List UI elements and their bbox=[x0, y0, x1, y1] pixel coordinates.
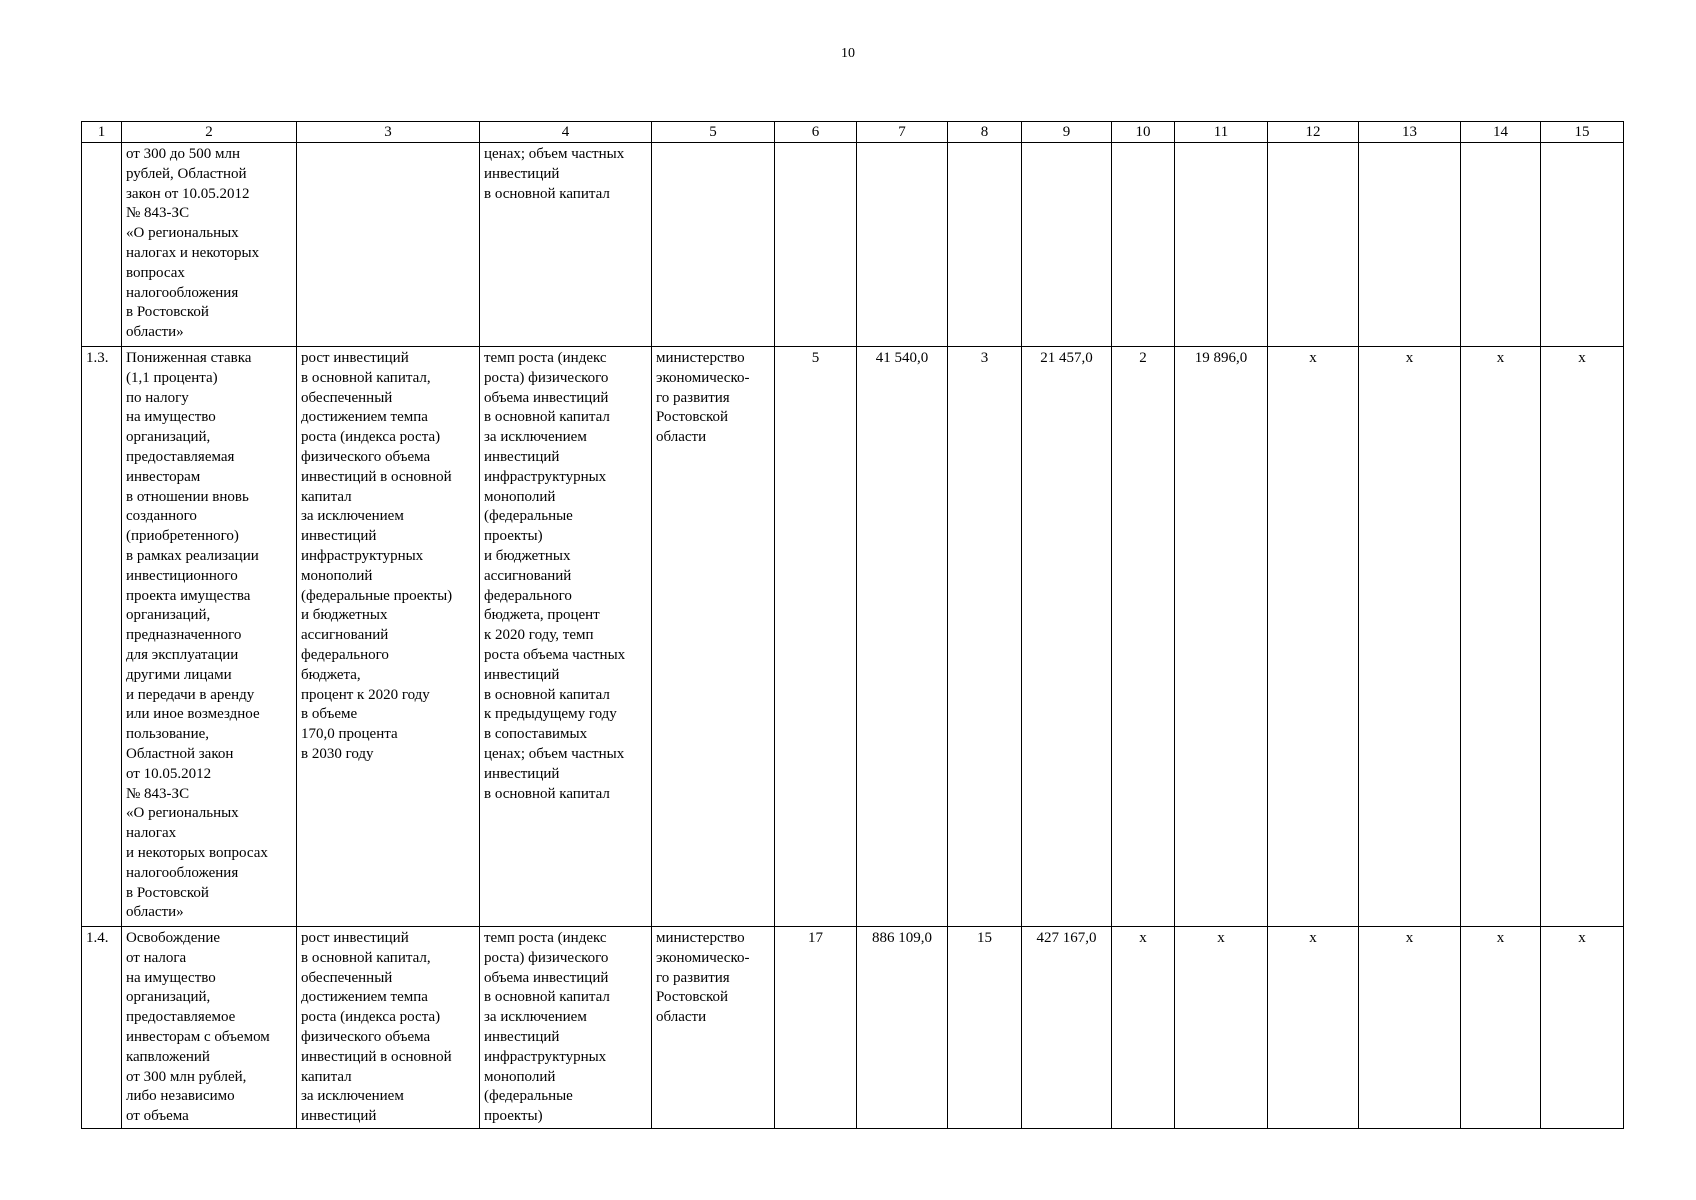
value-cell: 2 bbox=[1112, 347, 1175, 927]
curator-cell: министерство экономическо- го развития Ростовской области bbox=[652, 347, 775, 927]
value-cell bbox=[1112, 143, 1175, 347]
value-cell: x bbox=[1112, 927, 1175, 1129]
value-cell: x bbox=[1541, 927, 1624, 1129]
value-cell: x bbox=[1359, 347, 1461, 927]
value-cell bbox=[948, 143, 1022, 347]
table-row bbox=[82, 347, 1624, 927]
value-cell: 15 bbox=[948, 927, 1022, 1129]
value-cell: 427 167,0 bbox=[1022, 927, 1112, 1129]
value-cell: 3 bbox=[948, 347, 1022, 927]
row-number: 1.4. bbox=[82, 927, 122, 1129]
header-cell: 4 bbox=[480, 122, 652, 143]
value-cell bbox=[1541, 143, 1624, 347]
table-row bbox=[82, 143, 1624, 347]
header-cell: 8 bbox=[948, 122, 1022, 143]
measure-description: Освобождение от налога на имущество организаций, предоставляемое инвесторам с объемом капвложений от 300 млн рублей, либо независимо от объема bbox=[122, 927, 297, 1129]
value-cell: 21 457,0 bbox=[1022, 347, 1112, 927]
data-table bbox=[81, 121, 1624, 1129]
indicator-cell: темп роста (индекс роста) физического объема инвестиций в основной капитал за исключением инвестиций инфраструктурных монополий (федеральные проекты) bbox=[480, 927, 652, 1129]
header-cell: 7 bbox=[857, 122, 948, 143]
value-cell bbox=[1022, 143, 1112, 347]
header-cell: 1 bbox=[82, 122, 122, 143]
header-cell: 6 bbox=[775, 122, 857, 143]
value-cell bbox=[857, 143, 948, 347]
goal-cell: рост инвестиций в основной капитал, обеспеченный достижением темпа роста (индекса роста) физического объема инвестиций в основной капитал за исключением инвестиций инфраструктурных монополий (федеральные проекты) и бюджетных ассигнований федерального бюджета, процент к 2020 году в объеме 170,0 процента в 2030 году bbox=[297, 347, 480, 927]
indicator-cell: ценах; объем частных инвестиций в основной капитал bbox=[480, 143, 652, 347]
row-number: 1.3. bbox=[82, 347, 122, 927]
value-cell: 19 896,0 bbox=[1175, 347, 1268, 927]
page-number: 10 bbox=[841, 46, 855, 61]
header-cell: 5 bbox=[652, 122, 775, 143]
header-cell: 13 bbox=[1359, 122, 1461, 143]
value-cell: x bbox=[1268, 347, 1359, 927]
value-cell: x bbox=[1268, 927, 1359, 1129]
measure-description: Пониженная ставка (1,1 процента) по налогу на имущество организаций, предоставляемая инвесторам в отношении вновь созданного (приобретенного) в рамках реализации инвестиционного проекта имущества организаций, предназначенного для эксплуатации другими лицами и передачи в аренду или иное возмездное пользование, Областной закон от 10.05.2012 № 843-ЗС «О региональных налогах и некоторых вопросах налогообложения в Ростовской области» bbox=[122, 347, 297, 927]
row-number bbox=[82, 143, 122, 347]
value-cell: 886 109,0 bbox=[857, 927, 948, 1129]
header-cell: 14 bbox=[1461, 122, 1541, 143]
value-cell: x bbox=[1461, 927, 1541, 1129]
table-row bbox=[82, 927, 1624, 1129]
goal-cell: рост инвестиций в основной капитал, обеспеченный достижением темпа роста (индекса роста) физического объема инвестиций в основной капитал за исключением инвестиций bbox=[297, 927, 480, 1129]
header-cell: 15 bbox=[1541, 122, 1624, 143]
header-cell: 12 bbox=[1268, 122, 1359, 143]
value-cell bbox=[1268, 143, 1359, 347]
value-cell: x bbox=[1359, 927, 1461, 1129]
goal-cell bbox=[297, 143, 480, 347]
header-cell: 2 bbox=[122, 122, 297, 143]
value-cell: 41 540,0 bbox=[857, 347, 948, 927]
header-cell: 3 bbox=[297, 122, 480, 143]
indicator-cell: темп роста (индекс роста) физического объема инвестиций в основной капитал за исключением инвестиций инфраструктурных монополий (федеральные проекты) и бюджетных ассигнований федерального бюджета, процент к 2020 году, темп роста объема частных инвестиций в основной капитал к предыдущему году в сопоставимых ценах; объем частных инвестиций в основной капитал bbox=[480, 347, 652, 927]
header-row bbox=[82, 122, 1624, 143]
header-cell: 10 bbox=[1112, 122, 1175, 143]
value-cell: x bbox=[1541, 347, 1624, 927]
value-cell bbox=[1359, 143, 1461, 347]
curator-cell bbox=[652, 143, 775, 347]
value-cell bbox=[1461, 143, 1541, 347]
measure-description: от 300 до 500 млн рублей, Областной закон от 10.05.2012 № 843-ЗС «О региональных налогах и некоторых вопросах налогообложения в Ростовской области» bbox=[122, 143, 297, 347]
value-cell: x bbox=[1175, 927, 1268, 1129]
value-cell: 5 bbox=[775, 347, 857, 927]
value-cell: 17 bbox=[775, 927, 857, 1129]
value-cell bbox=[775, 143, 857, 347]
value-cell: x bbox=[1461, 347, 1541, 927]
header-cell: 11 bbox=[1175, 122, 1268, 143]
header-cell: 9 bbox=[1022, 122, 1112, 143]
curator-cell: министерство экономическо- го развития Ростовской области bbox=[652, 927, 775, 1129]
value-cell bbox=[1175, 143, 1268, 347]
